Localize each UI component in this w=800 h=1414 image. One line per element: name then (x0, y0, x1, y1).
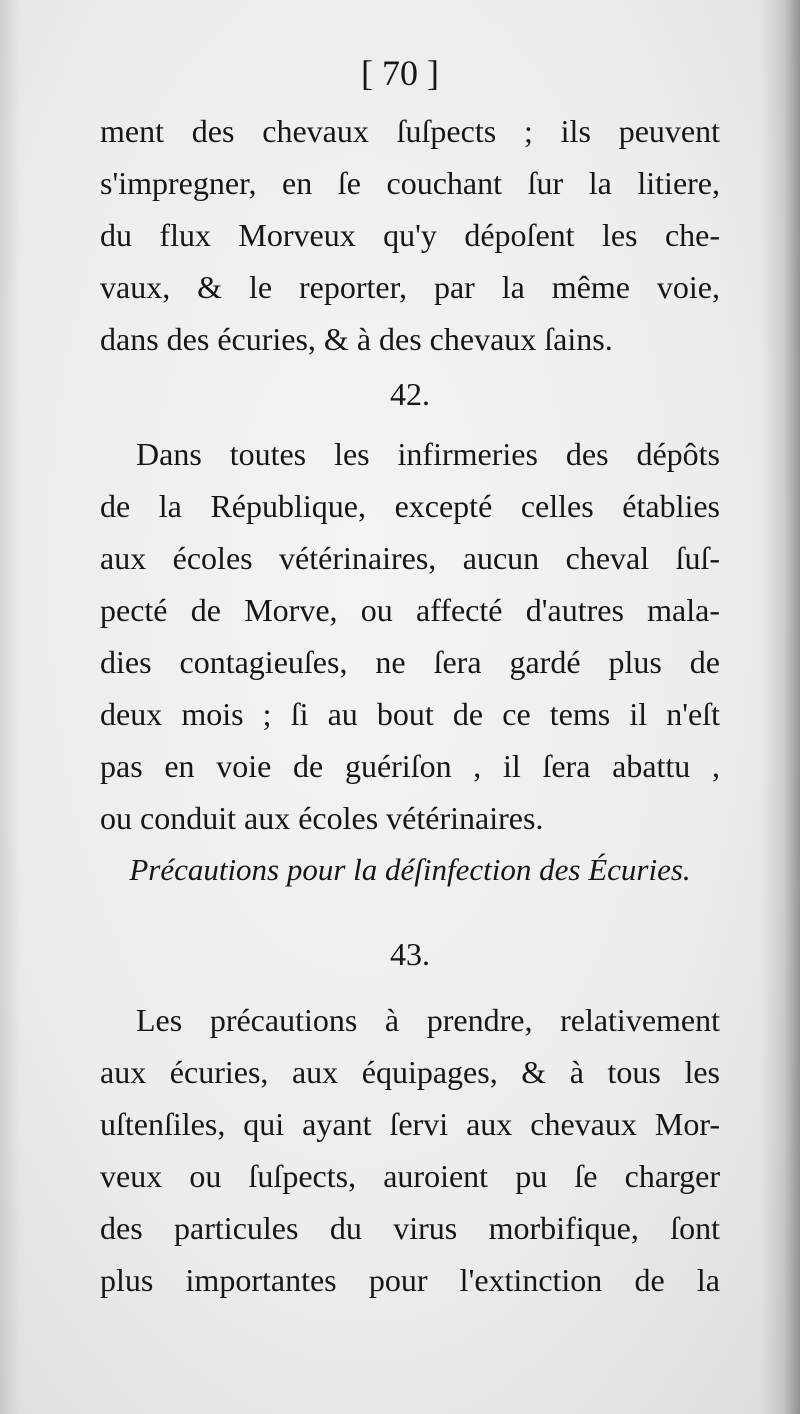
text-line: veux ou ſuſpects, auroient pu ſe charger (100, 1158, 720, 1194)
text-line: ment des chevaux ſuſpects ; ils peuvent (100, 113, 720, 149)
text-line: aux écuries, aux équipages, & à tous les (100, 1054, 720, 1090)
text-line: des particules du virus morbifique, ſont (100, 1210, 720, 1246)
text-line: vaux, & le reporter, par la même voie, (100, 269, 720, 305)
text-line: du flux Morveux qu'y dépoſent les che- (100, 217, 720, 253)
page-right-shadow (760, 0, 800, 1414)
section-number-42: 42. (390, 376, 430, 412)
page-number: [ 70 ] (361, 53, 439, 93)
section-number-43: 43. (390, 936, 430, 972)
text-line: ou conduit aux écoles vétérinaires. (100, 800, 544, 836)
text-line: Les précautions à prendre, relativement (136, 1002, 720, 1038)
text-line: deux mois ; ſi au bout de ce tems il n'eſt (100, 696, 720, 732)
page-left-shadow (0, 0, 22, 1414)
text-line: pas en voie de guériſon , il ſera abattu , (100, 748, 720, 784)
section-42-paragraph (100, 428, 720, 844)
section-heading: Précautions pour la déſinfection des Écuries. (129, 852, 691, 887)
text-line: Dans toutes les infirmeries des dépôts (136, 436, 720, 472)
section-43-paragraph (100, 994, 720, 1306)
text-line: uſtenſiles, qui ayant ſervi aux chevaux Mor- (100, 1106, 720, 1142)
text-line: plus importantes pour l'extinction de la (100, 1262, 720, 1298)
text-line: s'impregner, en ſe couchant ſur la litiere, (100, 165, 720, 201)
text-line: de la République, excepté celles établies (100, 488, 720, 524)
text-line: dies contagieuſes, ne ſera gardé plus de (100, 644, 720, 680)
text-line: aux écoles vétérinaires, aucun cheval ſuſ- (100, 540, 720, 576)
text-line: dans des écuries, & à des chevaux ſains. (100, 321, 613, 357)
intro-paragraph (100, 105, 720, 365)
text-line: pecté de Morve, ou affecté d'autres mala- (100, 592, 720, 628)
